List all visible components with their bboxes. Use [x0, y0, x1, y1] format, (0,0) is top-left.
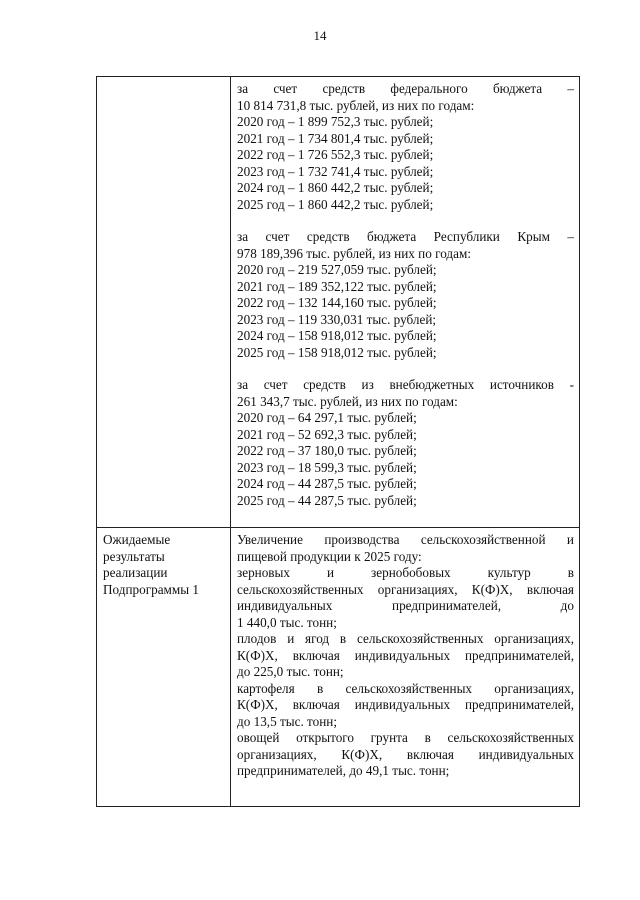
- extrabudgetary-heading: за счет средств из внебюджетных источников -: [237, 377, 574, 392]
- extrabudgetary-year-line: 2023 год – 18 599,3 тыс. рублей;: [237, 459, 417, 475]
- federal-budget-block: [237, 81, 574, 213]
- extrabudgetary-block: [237, 377, 574, 509]
- result-item-vegetables: [237, 730, 574, 780]
- crimea-budget-heading: за счет средств бюджета Республики Крым –: [237, 229, 574, 244]
- label-line: результаты: [103, 548, 165, 564]
- result-line: К(Ф)Х, включая индивидуальных предпринимателей,: [237, 647, 574, 663]
- financing-label-cell: [97, 77, 231, 528]
- result-line: плодов и ягод в сельскохозяйственных организациях,: [237, 631, 574, 646]
- federal-year-line: 2021 год – 1 734 801,4 тыс. рублей;: [237, 130, 434, 146]
- crimea-year-line: 2025 год – 158 918,012 тыс. рублей;: [237, 344, 437, 360]
- result-line-last: 1 440,0 тыс. тонн;: [237, 614, 337, 630]
- federal-year-line: 2020 год – 1 899 752,3 тыс. рублей;: [237, 114, 434, 129]
- result-line-last: до 13,5 тыс. тонн;: [237, 713, 338, 729]
- federal-year-line: 2025 год – 1 860 442,2 тыс. рублей;: [237, 196, 434, 212]
- subprogram-passport-table: [96, 76, 580, 807]
- page-number: 14: [313, 28, 327, 43]
- crimea-budget-block: [237, 229, 574, 361]
- result-line: К(Ф)Х, включая индивидуальных предпринимателей,: [237, 697, 574, 712]
- result-line-last: до 225,0 тыс. тонн;: [237, 664, 344, 679]
- extrabudgetary-year-line: 2024 год – 44 287,5 тыс. рублей;: [237, 476, 417, 491]
- extrabudgetary-year-line: 2021 год – 52 692,3 тыс. рублей;: [237, 426, 417, 442]
- result-item-fruits: [237, 631, 574, 681]
- result-line: индивидуальных предпринимателей, до: [237, 598, 574, 613]
- extrabudgetary-year-line: 2025 год – 44 287,5 тыс. рублей;: [237, 492, 417, 508]
- expected-results-row: [97, 528, 580, 807]
- crimea-year-line: 2020 год – 219 527,059 тыс. рублей;: [237, 262, 437, 277]
- result-item-grain: [237, 565, 574, 631]
- crimea-year-line: 2023 год – 119 330,031 тыс. рублей;: [237, 311, 437, 327]
- result-line: сельскохозяйственных организациях, К(Ф)Х, включая: [237, 581, 574, 597]
- expected-results-content: [231, 528, 580, 807]
- extrabudgetary-year-line: 2020 год – 64 297,1 тыс. рублей;: [237, 410, 417, 425]
- federal-budget-heading: за счет средств федерального бюджета –: [237, 81, 574, 96]
- financing-row: [97, 77, 580, 528]
- result-item-potato: [237, 681, 574, 731]
- results-intro-line: Увеличение производства сельскохозяйственной и: [237, 532, 574, 547]
- federal-year-line: 2022 год – 1 726 552,3 тыс. рублей;: [237, 147, 434, 162]
- result-line: зерновых и зернобобовых культур в: [237, 565, 574, 580]
- result-line: овощей открытого грунта в сельскохозяйственных: [237, 730, 574, 745]
- crimea-budget-total: 978 189,396 тыс. рублей, из них по годам:: [237, 245, 471, 261]
- result-line: организациях, К(Ф)Х, включая индивидуальных: [237, 746, 574, 762]
- label-line: Подпрограммы 1: [103, 581, 199, 597]
- result-line: картофеля в сельскохозяйственных организациях,: [237, 680, 574, 696]
- extrabudgetary-year-line: 2022 год – 37 180,0 тыс. рублей;: [237, 443, 417, 458]
- result-line-last: предпринимателей, до 49,1 тыс. тонн;: [237, 763, 450, 778]
- federal-budget-total: 10 814 731,8 тыс. рублей, из них по годам:: [237, 97, 475, 113]
- crimea-year-line: 2022 год – 132 144,160 тыс. рублей;: [237, 295, 437, 310]
- extrabudgetary-total: 261 343,7 тыс. рублей, из них по годам:: [237, 393, 458, 409]
- federal-year-line: 2024 год – 1 860 442,2 тыс. рублей;: [237, 180, 434, 195]
- results-intro-line: пищевой продукции к 2025 году:: [237, 548, 422, 564]
- crimea-year-line: 2021 год – 189 352,122 тыс. рублей;: [237, 278, 437, 294]
- expected-results-label: [97, 528, 231, 807]
- label-line: Ожидаемые: [103, 532, 171, 547]
- federal-year-line: 2023 год – 1 732 741,4 тыс. рублей;: [237, 163, 434, 179]
- label-line: реализации: [103, 565, 168, 580]
- crimea-year-line: 2024 год – 158 918,012 тыс. рублей;: [237, 328, 437, 343]
- financing-content-cell: [231, 77, 580, 528]
